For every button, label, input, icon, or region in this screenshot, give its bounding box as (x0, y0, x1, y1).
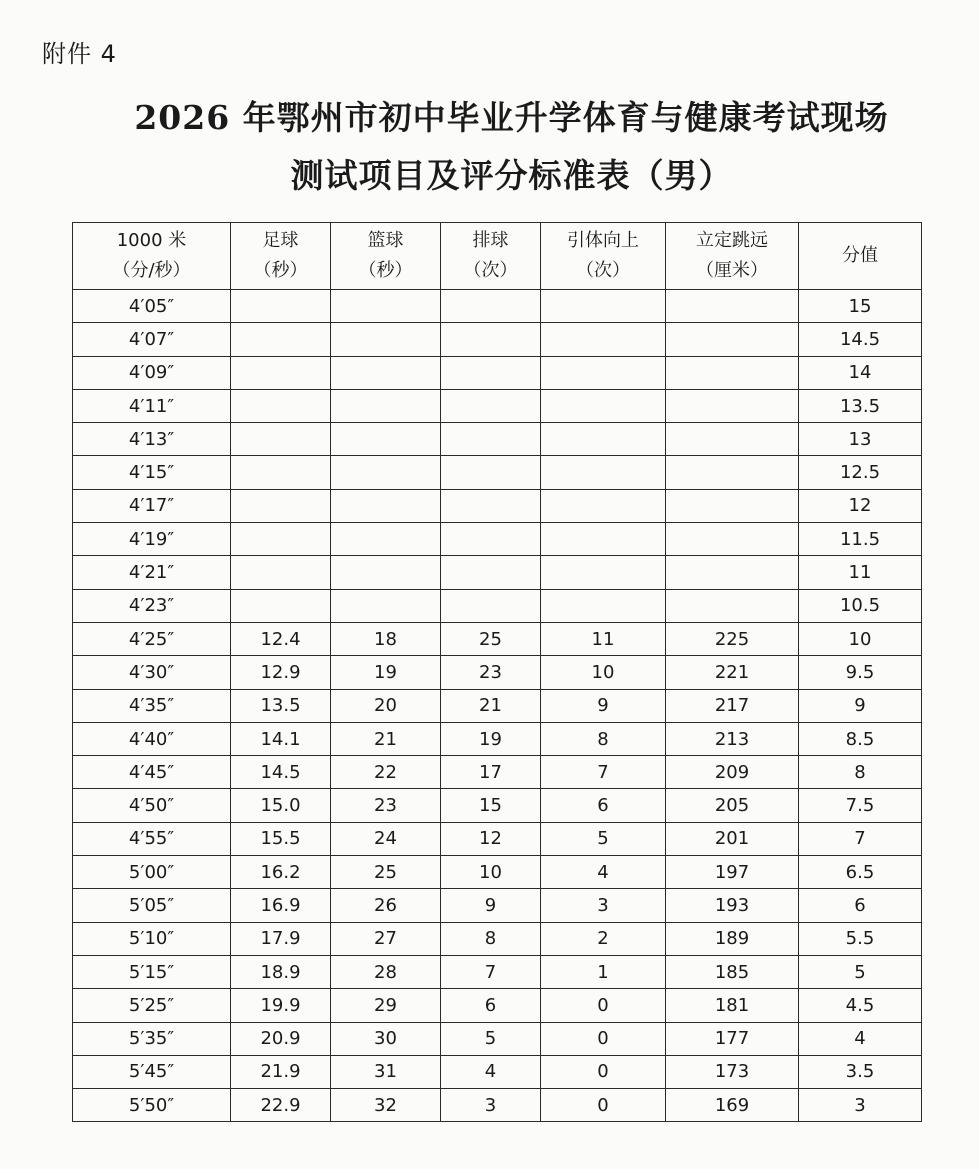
cell-football: 19.9 (231, 989, 331, 1022)
cell-volleyball (441, 389, 541, 422)
cell-volleyball: 12 (441, 822, 541, 855)
table-row (73, 1055, 922, 1088)
header-basketball: 篮球 （秒） (331, 223, 441, 290)
cell-standing-long-jump: 225 (666, 622, 799, 655)
cell-1000m: 5′00″ (73, 856, 231, 889)
table-row (73, 656, 922, 689)
cell-score: 13 (799, 423, 922, 456)
cell-volleyball (441, 323, 541, 356)
cell-standing-long-jump (666, 323, 799, 356)
cell-volleyball: 25 (441, 622, 541, 655)
cell-score: 15 (799, 290, 922, 323)
cell-football: 14.1 (231, 722, 331, 755)
cell-1000m: 4′15″ (73, 456, 231, 489)
cell-score: 7.5 (799, 789, 922, 822)
cell-football (231, 523, 331, 556)
cell-1000m: 4′30″ (73, 656, 231, 689)
cell-1000m: 4′25″ (73, 622, 231, 655)
cell-standing-long-jump (666, 489, 799, 522)
cell-pull-ups: 1 (541, 955, 666, 988)
cell-football (231, 423, 331, 456)
cell-score: 4.5 (799, 989, 922, 1022)
cell-football: 16.9 (231, 889, 331, 922)
cell-volleyball: 23 (441, 656, 541, 689)
cell-standing-long-jump (666, 356, 799, 389)
cell-score: 6 (799, 889, 922, 922)
cell-football: 13.5 (231, 689, 331, 722)
cell-volleyball (441, 556, 541, 589)
cell-pull-ups (541, 489, 666, 522)
cell-football (231, 389, 331, 422)
table-row (73, 856, 922, 889)
cell-1000m: 5′35″ (73, 1022, 231, 1055)
header-volleyball: 排球 （次） (441, 223, 541, 290)
cell-pull-ups: 11 (541, 622, 666, 655)
cell-standing-long-jump: 177 (666, 1022, 799, 1055)
cell-1000m: 4′55″ (73, 822, 231, 855)
cell-standing-long-jump (666, 523, 799, 556)
cell-1000m: 4′09″ (73, 356, 231, 389)
cell-football (231, 290, 331, 323)
cell-1000m: 5′45″ (73, 1055, 231, 1088)
cell-volleyball: 15 (441, 789, 541, 822)
cell-standing-long-jump: 197 (666, 856, 799, 889)
cell-football (231, 456, 331, 489)
cell-football: 15.0 (231, 789, 331, 822)
document-title-line-2: 测试项目及评分标准表（男） (290, 156, 733, 195)
cell-standing-long-jump: 193 (666, 889, 799, 922)
header-1000m: 1000 米 （分/秒） (73, 223, 231, 290)
table-header-row (73, 223, 922, 290)
cell-basketball: 26 (331, 889, 441, 922)
cell-standing-long-jump: 185 (666, 955, 799, 988)
cell-1000m: 4′07″ (73, 323, 231, 356)
cell-volleyball: 17 (441, 756, 541, 789)
cell-standing-long-jump: 181 (666, 989, 799, 1022)
cell-standing-long-jump: 217 (666, 689, 799, 722)
cell-volleyball (441, 456, 541, 489)
table-row (73, 290, 922, 323)
cell-volleyball: 9 (441, 889, 541, 922)
cell-score: 11 (799, 556, 922, 589)
cell-score: 14 (799, 356, 922, 389)
cell-1000m: 4′50″ (73, 789, 231, 822)
cell-pull-ups: 0 (541, 989, 666, 1022)
cell-volleyball: 6 (441, 989, 541, 1022)
cell-pull-ups: 4 (541, 856, 666, 889)
cell-volleyball: 5 (441, 1022, 541, 1055)
table-row (73, 356, 922, 389)
cell-score: 10 (799, 622, 922, 655)
cell-football (231, 323, 331, 356)
cell-1000m: 5′15″ (73, 955, 231, 988)
cell-standing-long-jump: 189 (666, 922, 799, 955)
cell-pull-ups (541, 389, 666, 422)
table-row (73, 423, 922, 456)
cell-basketball: 27 (331, 922, 441, 955)
cell-basketball (331, 489, 441, 522)
cell-football: 15.5 (231, 822, 331, 855)
cell-basketball: 18 (331, 622, 441, 655)
table-row (73, 822, 922, 855)
cell-basketball: 24 (331, 822, 441, 855)
cell-football (231, 489, 331, 522)
cell-volleyball: 7 (441, 955, 541, 988)
cell-score: 8 (799, 756, 922, 789)
cell-football (231, 556, 331, 589)
cell-basketball (331, 556, 441, 589)
header-standing-long-jump: 立定跳远 （厘米） (666, 223, 799, 290)
cell-standing-long-jump: 213 (666, 722, 799, 755)
cell-pull-ups (541, 556, 666, 589)
cell-basketball: 22 (331, 756, 441, 789)
cell-football: 20.9 (231, 1022, 331, 1055)
cell-standing-long-jump: 209 (666, 756, 799, 789)
cell-football: 17.9 (231, 922, 331, 955)
table-row (73, 955, 922, 988)
cell-football (231, 589, 331, 622)
table-row (73, 523, 922, 556)
cell-football: 16.2 (231, 856, 331, 889)
cell-basketball (331, 423, 441, 456)
cell-volleyball (441, 489, 541, 522)
cell-pull-ups: 10 (541, 656, 666, 689)
cell-football: 22.9 (231, 1089, 331, 1122)
cell-basketball: 19 (331, 656, 441, 689)
table-row (73, 889, 922, 922)
cell-pull-ups (541, 356, 666, 389)
cell-basketball (331, 456, 441, 489)
cell-standing-long-jump (666, 456, 799, 489)
cell-score: 6.5 (799, 856, 922, 889)
table-row (73, 589, 922, 622)
cell-score: 4 (799, 1022, 922, 1055)
cell-score: 9 (799, 689, 922, 722)
cell-volleyball (441, 523, 541, 556)
cell-1000m: 4′40″ (73, 722, 231, 755)
cell-basketball (331, 290, 441, 323)
cell-basketball (331, 389, 441, 422)
cell-volleyball: 21 (441, 689, 541, 722)
table-row (73, 1022, 922, 1055)
cell-score: 12.5 (799, 456, 922, 489)
table-row (73, 489, 922, 522)
cell-score: 5.5 (799, 922, 922, 955)
cell-basketball: 32 (331, 1089, 441, 1122)
attachment-label: 附件 4 (42, 40, 117, 68)
cell-1000m: 4′35″ (73, 689, 231, 722)
cell-basketball: 25 (331, 856, 441, 889)
cell-volleyball: 10 (441, 856, 541, 889)
cell-basketball: 28 (331, 955, 441, 988)
cell-basketball: 23 (331, 789, 441, 822)
cell-1000m: 4′11″ (73, 389, 231, 422)
cell-football: 14.5 (231, 756, 331, 789)
cell-basketball: 20 (331, 689, 441, 722)
cell-score: 12 (799, 489, 922, 522)
cell-score: 14.5 (799, 323, 922, 356)
cell-standing-long-jump: 169 (666, 1089, 799, 1122)
cell-pull-ups (541, 589, 666, 622)
cell-basketball (331, 523, 441, 556)
table-row (73, 622, 922, 655)
cell-volleyball: 4 (441, 1055, 541, 1088)
cell-volleyball (441, 290, 541, 323)
cell-standing-long-jump: 173 (666, 1055, 799, 1088)
cell-basketball (331, 356, 441, 389)
header-score: 分值 (799, 223, 922, 290)
cell-pull-ups: 8 (541, 722, 666, 755)
cell-1000m: 4′19″ (73, 523, 231, 556)
cell-pull-ups: 9 (541, 689, 666, 722)
table-row (73, 1089, 922, 1122)
cell-1000m: 4′21″ (73, 556, 231, 589)
cell-1000m: 5′25″ (73, 989, 231, 1022)
cell-basketball: 21 (331, 722, 441, 755)
cell-standing-long-jump (666, 389, 799, 422)
cell-volleyball: 8 (441, 922, 541, 955)
cell-score: 5 (799, 955, 922, 988)
cell-pull-ups: 2 (541, 922, 666, 955)
cell-standing-long-jump (666, 556, 799, 589)
cell-volleyball: 19 (441, 722, 541, 755)
cell-standing-long-jump: 205 (666, 789, 799, 822)
cell-score: 7 (799, 822, 922, 855)
cell-standing-long-jump: 221 (666, 656, 799, 689)
scoring-standard-table (72, 222, 922, 1122)
cell-basketball: 30 (331, 1022, 441, 1055)
cell-1000m: 4′23″ (73, 589, 231, 622)
table-row (73, 756, 922, 789)
cell-1000m: 4′05″ (73, 290, 231, 323)
cell-score: 13.5 (799, 389, 922, 422)
table-row (73, 323, 922, 356)
cell-1000m: 4′13″ (73, 423, 231, 456)
table-row (73, 389, 922, 422)
cell-football: 21.9 (231, 1055, 331, 1088)
cell-pull-ups: 3 (541, 889, 666, 922)
cell-pull-ups (541, 323, 666, 356)
header-pull-ups: 引体向上 （次） (541, 223, 666, 290)
cell-pull-ups: 0 (541, 1022, 666, 1055)
document-title-line-1: 2026 年鄂州市初中毕业升学体育与健康考试现场 (134, 98, 889, 137)
cell-score: 9.5 (799, 656, 922, 689)
table-row (73, 556, 922, 589)
cell-1000m: 4′17″ (73, 489, 231, 522)
table-row (73, 456, 922, 489)
cell-score: 10.5 (799, 589, 922, 622)
cell-pull-ups: 0 (541, 1055, 666, 1088)
cell-pull-ups: 5 (541, 822, 666, 855)
table-row (73, 689, 922, 722)
table-row (73, 722, 922, 755)
cell-basketball (331, 323, 441, 356)
cell-pull-ups: 0 (541, 1089, 666, 1122)
cell-basketball: 29 (331, 989, 441, 1022)
cell-score: 11.5 (799, 523, 922, 556)
cell-football (231, 356, 331, 389)
cell-pull-ups (541, 423, 666, 456)
cell-basketball (331, 589, 441, 622)
cell-1000m: 5′10″ (73, 922, 231, 955)
cell-score: 3.5 (799, 1055, 922, 1088)
cell-volleyball: 3 (441, 1089, 541, 1122)
table-row (73, 789, 922, 822)
cell-football: 12.9 (231, 656, 331, 689)
cell-pull-ups (541, 456, 666, 489)
cell-volleyball (441, 356, 541, 389)
cell-standing-long-jump (666, 423, 799, 456)
cell-pull-ups (541, 523, 666, 556)
cell-score: 8.5 (799, 722, 922, 755)
cell-standing-long-jump (666, 290, 799, 323)
cell-1000m: 5′50″ (73, 1089, 231, 1122)
table-row (73, 989, 922, 1022)
cell-pull-ups (541, 290, 666, 323)
table-row (73, 922, 922, 955)
cell-basketball: 31 (331, 1055, 441, 1088)
cell-volleyball (441, 423, 541, 456)
table-body (73, 290, 922, 1122)
header-football: 足球 （秒） (231, 223, 331, 290)
cell-pull-ups: 7 (541, 756, 666, 789)
cell-volleyball (441, 589, 541, 622)
cell-football: 12.4 (231, 622, 331, 655)
cell-standing-long-jump: 201 (666, 822, 799, 855)
cell-score: 3 (799, 1089, 922, 1122)
cell-standing-long-jump (666, 589, 799, 622)
cell-1000m: 4′45″ (73, 756, 231, 789)
cell-football: 18.9 (231, 955, 331, 988)
cell-1000m: 5′05″ (73, 889, 231, 922)
cell-pull-ups: 6 (541, 789, 666, 822)
